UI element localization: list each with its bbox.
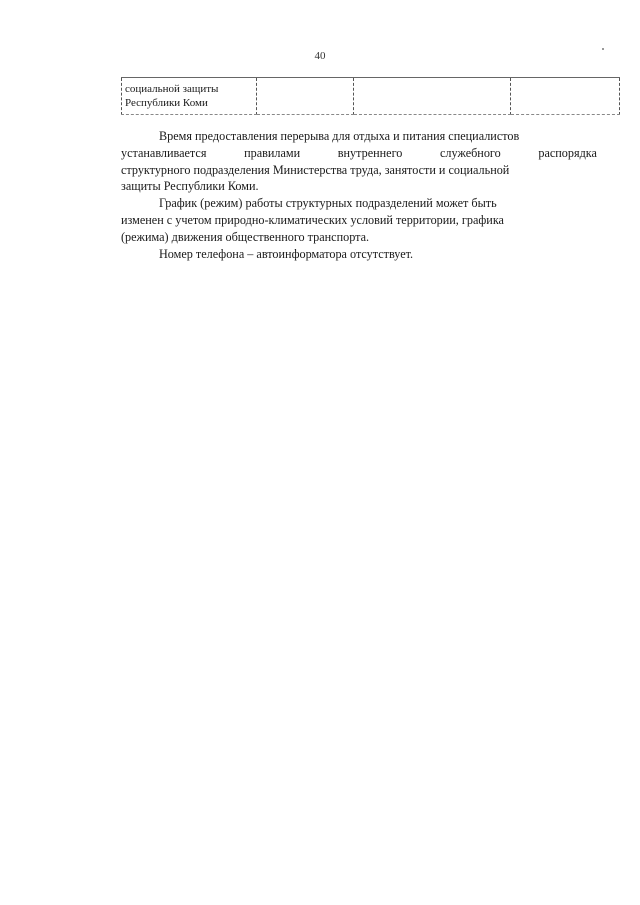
table-fragment — [121, 77, 620, 115]
word: правилами — [244, 145, 301, 160]
word: распорядка — [538, 145, 597, 160]
text-line-justified — [121, 145, 597, 162]
table-row — [122, 78, 620, 115]
paragraph-break-time — [121, 128, 597, 195]
text-line: (режима) движения общественного транспорта. — [121, 229, 370, 244]
text-line: изменен с учетом природно-климатических условий территории, графика — [121, 212, 504, 227]
word: служебного — [440, 145, 501, 160]
table-cell-line: Республики Коми — [125, 97, 208, 109]
text-line: структурного подразделения Министерства труда, занятости и социальной — [121, 162, 510, 177]
word: устанавливается — [121, 145, 207, 160]
table-cell-department — [122, 78, 257, 115]
word: внутреннего — [337, 145, 403, 160]
text-line: Время предоставления перерыва для отдыха и питания специалистов — [159, 129, 520, 143]
table-cell-line: социальной защиты — [125, 83, 219, 95]
scan-speck — [602, 48, 604, 50]
text-line: График (режим) работы структурных подразделений может быть — [159, 196, 497, 211]
body-text — [121, 128, 597, 262]
table-cell-empty — [354, 78, 511, 115]
text-line: защиты Республики Коми. — [121, 179, 259, 194]
table-cell-empty — [257, 78, 354, 115]
table-cell-empty — [511, 78, 620, 115]
text-line: Номер телефона – автоинформатора отсутствует. — [159, 246, 414, 261]
paragraph-phone — [121, 246, 597, 263]
page-number: 40 — [314, 50, 326, 62]
paragraph-schedule-change — [121, 195, 597, 245]
